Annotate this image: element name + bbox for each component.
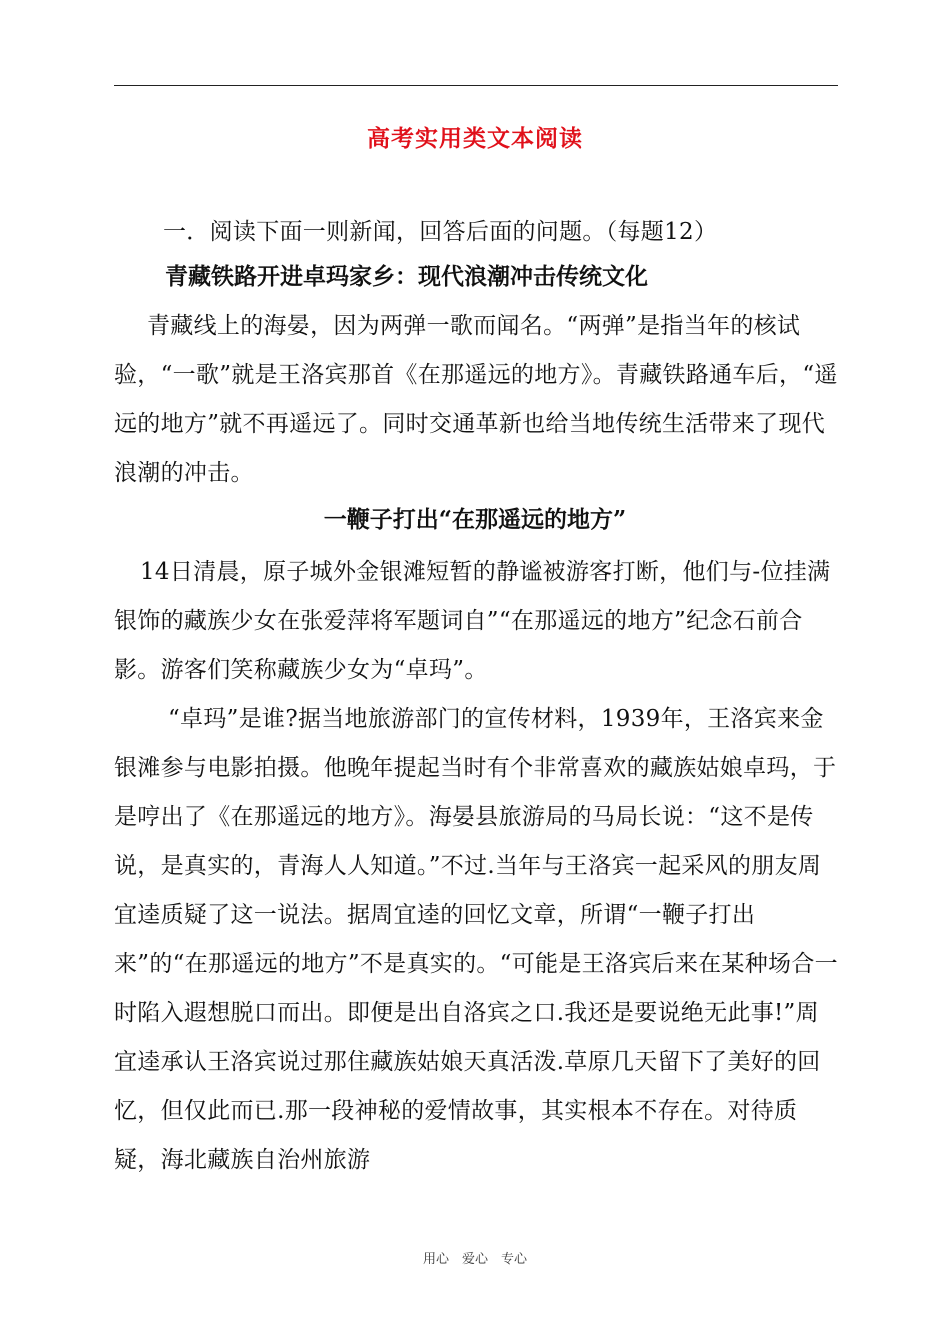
page-footer: 用心 爱心 专心: [422, 1252, 527, 1267]
article-subheading: 一鞭子打出“在那遥远的地方”: [323, 506, 627, 533]
article-headline: 青藏铁路开进卓玛家乡：现代浪潮冲击传统文化: [165, 263, 648, 290]
paragraph-1: 青藏线上的海晏，因为两弹一歌而闻名。“两弹”是指当年的核试验，“一歌”就是王洛宾那首《在那遥远的地方》。青藏铁路通车后，“遥远的地方”就不再遥远了。同时交通革新也给当地传统生活带来了现代浪潮的冲击。: [114, 313, 838, 486]
question-instruction: 一．阅读下面一则新闻，回答后面的问题。（每题12）: [163, 219, 718, 245]
page-title: 高考实用类文本阅读: [367, 125, 583, 152]
paragraph-2: 14日清晨，原子城外金银滩短暂的静谧被游客打断，他们与-位挂满银饰的藏族少女在张爱萍将军题词自”“在那遥远的地方”纪念石前合影。游客们笑称藏族少女为“卓玛”。: [114, 559, 831, 683]
paragraph-3: “卓玛”是谁?据当地旅游部门的宣传材料，1939年，王洛宾来金银滩参与电影拍摄。他晚年提起当时有个非常喜欢的藏族姑娘卓玛，于是哼出了《在那遥远的地方》。海晏县旅游局的马局长说：“这不是传说，是真实的，青海人人知道。”不过.当年与王洛宾一起采风的朋友周宜逵质疑了这一说法。据周宜逵的回忆文章，所谓“一鞭子打出来”的“在那遥远的地方”不是真实的。“可能是王洛宾后来在某种场合一时陷入遐想脱口而出。即便是出自洛宾之口.我还是要说绝无此事!”周宜逵承认王洛宾说过那住藏族姑娘天真活泼.草原几天留下了美好的回忆，但仅此而已.那一段神秘的爱情故事，其实根本不存在。对待质疑，海北藏族自治州旅游: [114, 706, 838, 1173]
header-rule: [114, 85, 838, 86]
